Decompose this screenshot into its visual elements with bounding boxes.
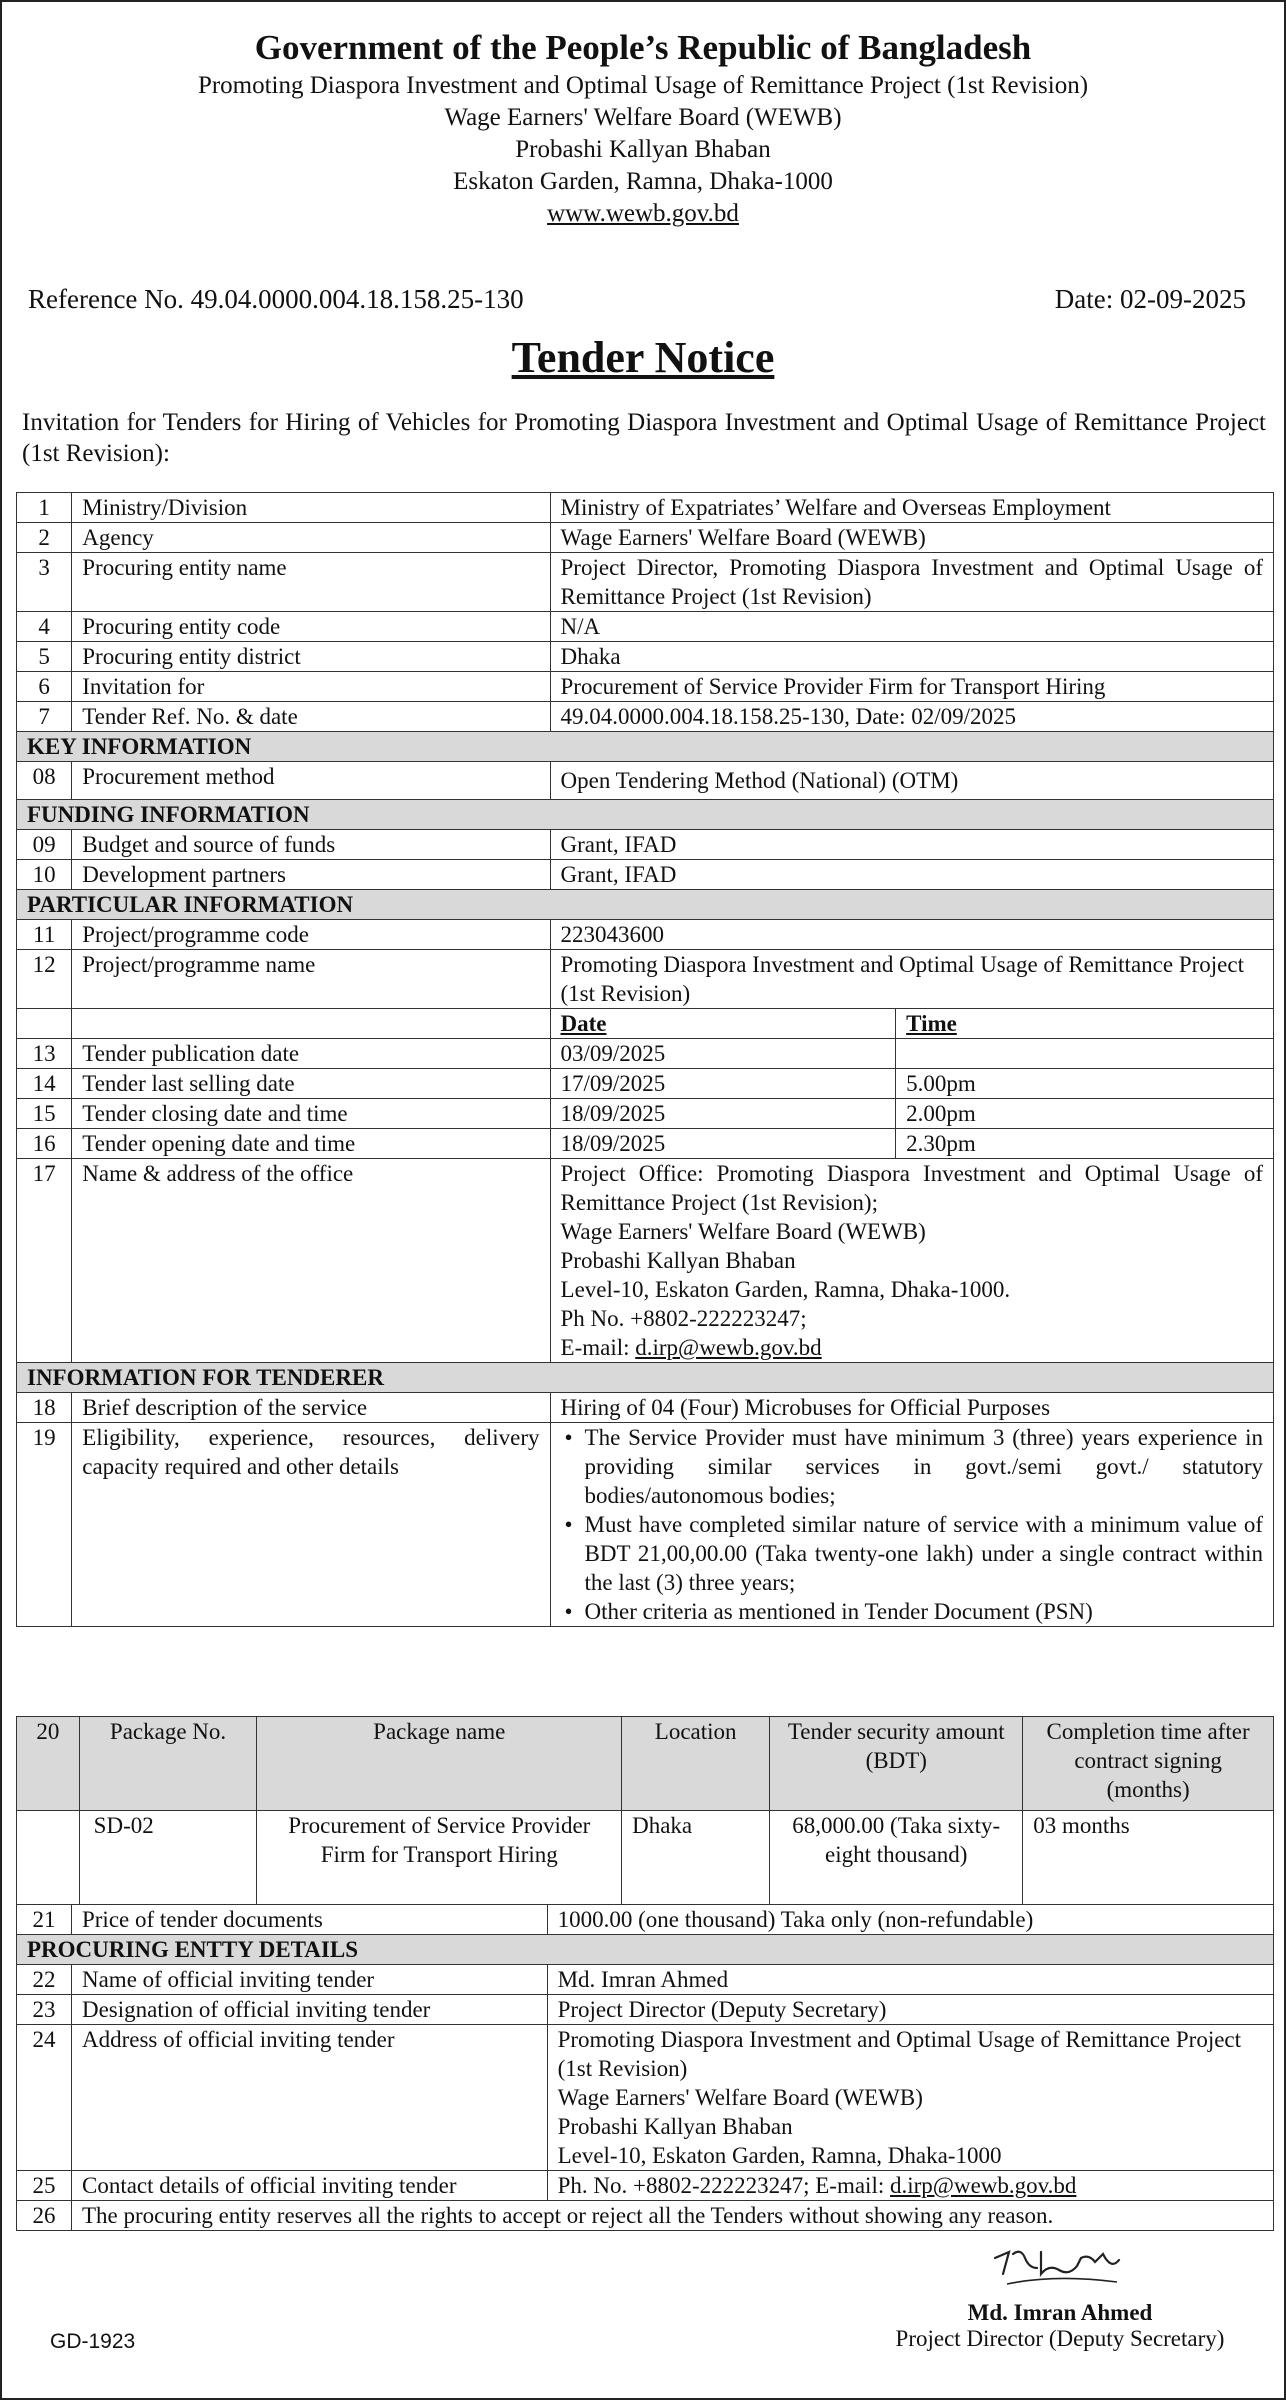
time-column-header: Time [896,1009,1274,1039]
package-header-row [17,1717,1274,1811]
table-row [17,950,1274,1009]
section-header-funding [17,800,1274,830]
row-value: Project Director, Promoting Diaspora Investment and Optimal Usage of Remittance Project (1st Revision) [550,553,1273,612]
website-link[interactable]: www.wewb.gov.bd [547,200,739,227]
table-row [17,1039,1274,1069]
table-row [17,1905,1274,1935]
row-label: Ministry/Division [72,493,550,523]
table-row [17,642,1274,672]
table-row [17,1393,1274,1423]
completion-header: Completion time after contract signing (months) [1023,1717,1274,1811]
row-number: 19 [17,1423,72,1627]
row-value: Grant, IFAD [550,860,1273,890]
row-number: 13 [17,1039,72,1069]
row-number: 20 [17,1717,80,1811]
table-row [17,762,1274,800]
table-row [17,493,1274,523]
address-line: Level-10, Eskaton Garden, Ramna, Dhaka-1000 [557,2143,1002,2168]
reference-row [28,284,1246,315]
row-number: 26 [17,2201,72,2231]
contact-details [547,2171,1273,2201]
row-label: Name & address of the office [72,1159,550,1363]
board-name: Wage Earners' Welfare Board (WEWB) [444,104,842,131]
row-label: Procuring entity code [72,612,550,642]
table-row [17,1099,1274,1129]
row-label: Tender opening date and time [72,1129,550,1159]
email-line [561,1333,1263,1362]
row-value: 223043600 [550,920,1273,950]
package-no-header: Package No. [79,1717,257,1811]
address-line: Project Office: Promoting Diaspora Investment and Optimal Usage of Remittance Project (1st Revision); [560,1161,1263,1215]
row-value: Md. Imran Ahmed [547,1965,1273,1995]
package-location: Dhaka [622,1811,770,1905]
building-name: Probashi Kallyan Bhaban [515,136,771,163]
row-label: Tender Ref. No. & date [72,702,550,732]
table-row [17,1159,1274,1363]
package-table [16,1716,1274,1905]
criteria-item: • Must have completed similar nature of service with a minimum value of BDT 21,00,00.00 (Taka twenty-one lakh) under a single contract within the last (3) three years; [561,1510,1263,1597]
row-number: 6 [17,672,72,702]
row-number: 22 [17,1965,72,1995]
signer-designation: Project Director (Deputy Secretary) [895,2326,1225,2351]
table-row [17,672,1274,702]
table-row [17,1069,1274,1099]
table-row [17,2025,1274,2171]
row-number: 17 [17,1159,72,1363]
address-line: Probashi Kallyan Bhaban [557,2114,793,2139]
row-value: 1000.00 (one thousand) Taka only (non-refundable) [547,1905,1273,1935]
row-number: 23 [17,1995,72,2025]
row-value: 49.04.0000.004.18.158.25-130, Date: 02/09/2025 [550,702,1273,732]
table-row [17,920,1274,950]
reference-number: Reference No. 49.04.0000.004.18.158.25-130 [28,284,524,314]
tender-details-table [16,492,1274,1627]
table-row [17,860,1274,890]
row-number: 4 [17,612,72,642]
section-header-key [17,732,1274,762]
row-time: 5.00pm [896,1069,1274,1099]
section-header-tenderer [17,1363,1274,1393]
address-line: Wage Earners' Welfare Board (WEWB) [557,2085,923,2110]
package-row [17,1811,1274,1905]
row-value: Wage Earners' Welfare Board (WEWB) [550,523,1273,553]
address-line: Wage Earners' Welfare Board (WEWB) [560,1219,926,1244]
handwritten-signature [985,2244,1135,2300]
security-header: Tender security amount (BDT) [770,1717,1023,1811]
row-value: Promoting Diaspora Investment and Optimal Usage of Remittance Project (1st Revision) [550,950,1273,1009]
project-name: Promoting Diaspora Investment and Optimal Usage of Remittance Project (1st Revision) [197,72,1089,99]
row-number: 12 [17,950,72,1009]
table-row [17,523,1274,553]
phone-line: Ph No. +8802-222223247; [560,1306,807,1331]
row-label: Eligibility, experience, resources, delivery capacity required and other details [72,1423,550,1627]
package-no: SD-02 [79,1811,257,1905]
row-number: 3 [17,553,72,612]
row-number: 14 [17,1069,72,1099]
signature-block [850,2244,1270,2352]
section-title: KEY INFORMATION [17,732,1274,762]
row-number: 5 [17,642,72,672]
row-label: Tender last selling date [72,1069,550,1099]
row-label: Invitation for [72,672,550,702]
criteria-item: • Other criteria as mentioned in Tender Document (PSN) [561,1597,1263,1626]
row-time [896,1039,1274,1069]
row-date: 18/09/2025 [550,1099,896,1129]
office-address: Eskaton Garden, Ramna, Dhaka-1000 [453,168,833,195]
section-title: INFORMATION FOR TENDERER [17,1363,1274,1393]
row-time: 2.30pm [896,1129,1274,1159]
row-date: 03/09/2025 [550,1039,896,1069]
notice-title: Tender Notice [511,333,775,382]
signer-name: Md. Imran Ahmed [967,2300,1153,2325]
section-title: PROCURING ENTTY DETAILS [17,1935,1274,1965]
row-value: N/A [550,612,1273,642]
contact-phone: Ph. No. +8802-222223247; E-mail: [557,2173,890,2198]
row-number: 11 [17,920,72,950]
notice-date: Date: 02-09-2025 [1054,284,1246,314]
row-value: Procurement of Service Provider Firm for Transport Hiring [550,672,1273,702]
section-title: PARTICULAR INFORMATION [17,890,1274,920]
row-label: Contact details of official inviting tender [71,2171,547,2201]
government-title: Government of the People’s Republic of Bangladesh [254,28,1032,67]
row-value: Grant, IFAD [550,830,1273,860]
email-label: E-mail: [560,1335,636,1360]
row-number: 25 [17,2171,72,2201]
row-number: 09 [17,830,72,860]
address-line: Promoting Diaspora Investment and Optimal Usage of Remittance Project (1st Revision) [557,2027,1242,2081]
package-name-header: Package name [257,1717,622,1811]
table-row [17,1423,1274,1627]
table-row [17,612,1274,642]
row-label: Tender closing date and time [72,1099,550,1129]
email-link[interactable]: d.irp@wewb.gov.bd [889,2173,1077,2198]
row-number: 10 [17,860,72,890]
section-header-procuring [17,1935,1274,1965]
datetime-header-row [17,1009,1274,1039]
row-label: Address of official inviting tender [71,2025,547,2171]
row-label: Project/programme name [72,950,550,1009]
row-number: 08 [17,762,72,800]
table-row [17,830,1274,860]
row-number: 1 [17,493,72,523]
row-number: 21 [17,1905,72,1935]
row-number: 15 [17,1099,72,1129]
row-value: Open Tendering Method (National) (OTM) [550,762,1273,800]
official-address-block [547,2025,1273,2171]
row-date: 18/09/2025 [550,1129,896,1159]
row-label: Agency [72,523,550,553]
letterhead [2,2,1284,230]
tender-details-table-continued [16,1904,1274,2231]
email-link[interactable]: d.irp@wewb.gov.bd [635,1335,822,1360]
row-label: Designation of official inviting tender [71,1995,547,2025]
row-label: Procuring entity district [72,642,550,672]
table-row [17,1965,1274,1995]
table-row [17,1129,1274,1159]
table-row [17,1995,1274,2025]
row-label: Procuring entity name [72,553,550,612]
table-row [17,2201,1274,2231]
package-completion: 03 months [1023,1811,1274,1905]
rights-statement: The procuring entity reserves all the rights to accept or reject all the Tenders without showing any reason. [71,2201,1273,2231]
gd-code: GD-1923 [50,2330,136,2353]
row-label: Name of official inviting tender [71,1965,547,1995]
row-label: Price of tender documents [71,1905,547,1935]
row-value: Ministry of Expatriates’ Welfare and Overseas Employment [550,493,1273,523]
location-header: Location [622,1717,770,1811]
row-label: Tender publication date [72,1039,550,1069]
section-header-particular [17,890,1274,920]
row-label: Project/programme code [72,920,550,950]
section-title: FUNDING INFORMATION [17,800,1274,830]
row-number: 16 [17,1129,72,1159]
table-row [17,2171,1274,2201]
table-row [17,702,1274,732]
intro-text: Invitation for Tenders for Hiring of Vehicles for Promoting Diaspora Investment and Optimal Usage of Remittance Project (1st Revision): [22,409,1266,467]
date-column-header: Date [550,1009,896,1039]
row-label: Budget and source of funds [72,830,550,860]
row-number: 24 [17,2025,72,2171]
row-number: 18 [17,1393,72,1423]
table-row [17,553,1274,612]
row-value: Project Director (Deputy Secretary) [547,1995,1273,2025]
row-number: 2 [17,523,72,553]
row-value: Hiring of 04 (Four) Microbuses for Official Purposes [550,1393,1273,1423]
package-security: 68,000.00 (Taka sixty-eight thousand) [770,1811,1023,1905]
row-date: 17/09/2025 [550,1069,896,1099]
row-number: 7 [17,702,72,732]
address-line: Probashi Kallyan Bhaban [560,1248,796,1273]
row-value: Dhaka [550,642,1273,672]
address-line: Level-10, Eskaton Garden, Ramna, Dhaka-1000. [560,1277,1011,1302]
package-name: Procurement of Service Provider Firm for Transport Hiring [257,1811,622,1905]
row-time: 2.00pm [896,1099,1274,1129]
eligibility-criteria [550,1423,1273,1627]
criteria-item: • The Service Provider must have minimum 3 (three) years experience in providing similar services in govt./semi govt./ statutory bodies/autonomous bodies; [561,1423,1263,1510]
row-label: Development partners [72,860,550,890]
row-label: Procurement method [72,762,550,800]
row-label: Brief description of the service [72,1393,550,1423]
office-address-block [550,1159,1273,1363]
